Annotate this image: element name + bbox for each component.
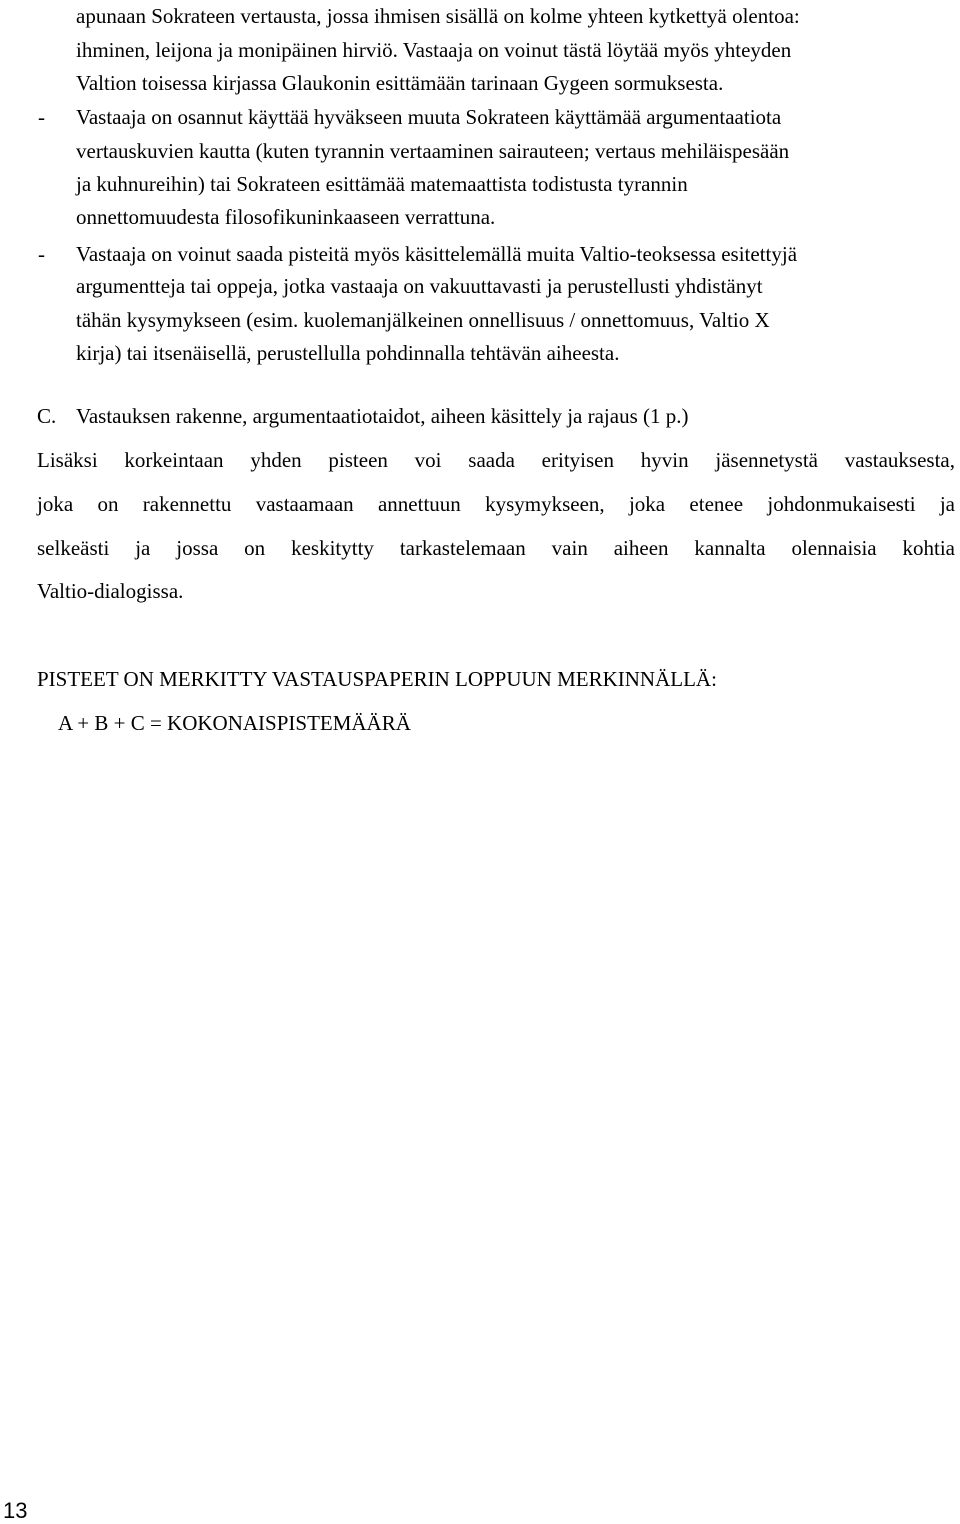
bullet-2-line-4: kirja) tai itsenäisellä, perustellulla pohdinnalla tehtävän aiheesta.: [76, 341, 620, 365]
bullet-1-line-4: onnettomuudesta filosofikuninkaaseen verrattuna.: [76, 205, 496, 229]
section-c-paragraph-line-3: selkeästi ja jossa on keskitytty tarkastelemaan vain aiheen kannalta olennaisia kohtia: [37, 536, 955, 560]
bullet-2-line-1: Vastaaja on voinut saada pisteitä myös käsittelemällä muita Valtio-teoksessa esitettyjä: [76, 242, 798, 266]
intro-line-2: ihminen, leijona ja monipäinen hirviö. Vastaaja on voinut tästä löytää myös yhteyden: [76, 38, 792, 62]
intro-line-3: Valtion toisessa kirjassa Glaukonin esittämään tarinaan Gygeen sormuksesta.: [76, 71, 724, 95]
section-c-label: C.: [37, 404, 57, 428]
section-c-heading: Vastauksen rakenne, argumentaatiotaidot, aiheen käsittely ja rajaus (1 p.): [76, 404, 689, 428]
bullet-1-line-2: vertauskuvien kautta (kuten tyrannin vertaaminen sairauteen; vertaus mehiläispesään: [76, 139, 790, 163]
intro-line-1: apunaan Sokrateen vertausta, jossa ihmisen sisällä on kolme yhteen kytkettyä olentoa:: [76, 4, 800, 28]
bullet-dash-1: -: [38, 105, 45, 129]
bullet-1-line-1: Vastaaja on osannut käyttää hyväkseen muuta Sokrateen käyttämää argumentaatiota: [76, 105, 782, 129]
section-c-paragraph-line-4: Valtio-dialogissa.: [37, 579, 184, 603]
section-c-paragraph-line-2: joka on rakennettu vastaamaan annettuun kysymykseen, joka etenee johdonmukaisesti ja: [37, 492, 955, 516]
bullet-1-line-3: ja kuhnureihin) tai Sokrateen esittämää matemaattista todistusta tyrannin: [76, 172, 688, 196]
bullet-2-line-2: argumentteja tai oppeja, jotka vastaaja on vakuuttavasti ja perustellusti yhdistänyt: [76, 274, 763, 298]
page-number: 13: [3, 1498, 28, 1523]
scoring-formula: A + B + C = KOKONAISPISTEMÄÄRÄ: [58, 711, 411, 735]
section-c-paragraph-line-1: Lisäksi korkeintaan yhden pisteen voi saada erityisen hyvin jäsennetystä vastauksesta,: [37, 448, 955, 472]
bullet-2-line-3: tähän kysymykseen (esim. kuolemanjälkeinen onnellisuus / onnettomuus, Valtio X: [76, 308, 770, 332]
scoring-instruction: PISTEET ON MERKITTY VASTAUSPAPERIN LOPPUUN MERKINNÄLLÄ:: [37, 667, 717, 691]
bullet-dash-2: -: [38, 242, 45, 266]
